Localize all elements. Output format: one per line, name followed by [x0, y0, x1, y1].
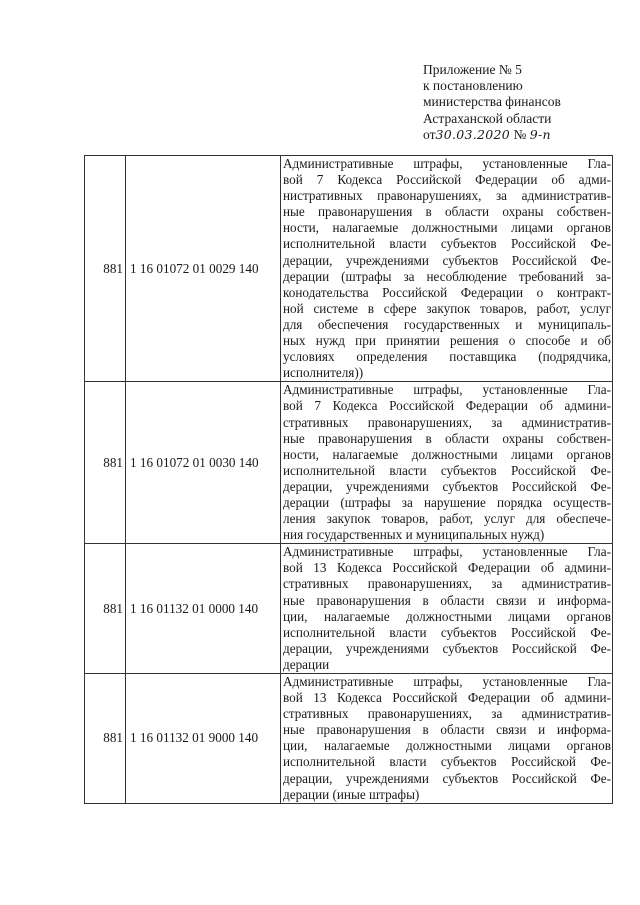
description-line: ные правонарушения в области охраны собствен- — [283, 430, 611, 446]
description-line: стративных правонарушениях, за административ- — [283, 706, 611, 722]
table-row — [85, 674, 613, 804]
description-line: конодательства Российской Федерации о контракт- — [283, 284, 611, 300]
number-sign: № — [513, 126, 527, 142]
appendix-line-region: Астраханской области — [423, 110, 552, 126]
description-line: стративных правонарушениях, за административ- — [283, 414, 611, 430]
description-line: исполнительной власти субъектов Российской Фе- — [283, 754, 611, 770]
table-row — [85, 156, 613, 382]
description-line: ления закупок товаров, работ, услуг для обеспече- — [283, 511, 611, 527]
description-line: дерации, учреждениями субъектов Российской Фе- — [283, 770, 611, 786]
admin-code-cell: 881 — [85, 674, 126, 804]
description-line: ные правонарушения в области связи и информа- — [283, 722, 611, 738]
revenue-code-cell: 1 16 01132 01 0000 140 — [126, 544, 281, 674]
description-line: дерации — [283, 656, 330, 672]
description-line: нистративных правонарушениях, за административ- — [283, 188, 611, 204]
date-value: 30.03.2020 — [435, 126, 511, 142]
appendix-title: Приложение № 5 — [423, 62, 522, 77]
appendix-date-line — [423, 127, 628, 143]
description-line: Административные штрафы, установленные Гла- — [283, 156, 611, 171]
description-cell — [281, 156, 613, 382]
table-body — [85, 156, 613, 804]
description-line: исполнительной власти субъектов Российской Фе- — [283, 624, 611, 640]
revenue-code-cell: 1 16 01132 01 9000 140 — [126, 674, 281, 804]
description-line: дерации, учреждениями субъектов Российской Фе- — [283, 640, 611, 656]
revenue-code-cell: 1 16 01072 01 0030 140 — [126, 382, 281, 544]
description-line: условиях определения поставщика (подрядчика, — [283, 349, 611, 365]
description-line: ции, налагаемые должностными лицами органов — [283, 738, 611, 754]
description-line: ные правонарушения в области связи и информа- — [283, 592, 611, 608]
revenue-code-cell: 1 16 01072 01 0029 140 — [126, 156, 281, 382]
description-line: Административные штрафы, установленные Гла- — [283, 674, 611, 689]
description-line: ности, налагаемые должностными лицами органов — [283, 446, 611, 462]
description-line: вой 13 Кодекса Российской Федерации об админи- — [283, 690, 611, 706]
description-line: дерации, учреждениями субъектов Российской Фе- — [283, 478, 611, 494]
description-line: дерации (иные штрафы) — [283, 786, 420, 802]
description-line: дерации (штрафы за нарушение порядка осуществ- — [283, 494, 611, 510]
description-line: исполнительной власти субъектов Российской Фе- — [283, 462, 611, 478]
description-cell — [281, 544, 613, 674]
description-line: ния государственных и муниципальных нужд) — [283, 527, 545, 543]
table-row — [85, 544, 613, 674]
appendix-header — [423, 62, 628, 143]
description-line: Административные штрафы, установленные Гла- — [283, 544, 611, 560]
appendix-line-resolution: к постановлению — [423, 78, 523, 94]
description-line: для обеспечения государственных и муниципаль- — [283, 316, 611, 332]
date-prefix: от — [423, 126, 436, 142]
description-line: ные правонарушения в области охраны собствен- — [283, 204, 611, 220]
description-line: дерации (штрафы за несоблюдение требований за- — [283, 268, 611, 284]
admin-code-cell: 881 — [85, 544, 126, 674]
description-cell — [281, 382, 613, 544]
revenue-codes-table — [84, 155, 613, 804]
description-line: исполнительной власти субъектов Российской Фе- — [283, 236, 611, 252]
description-line: вой 7 Кодекса Российской Федерации об адми- — [283, 172, 611, 188]
description-cell — [281, 674, 613, 804]
description-line: ных нужд при принятии решения о способе и об — [283, 333, 611, 349]
description-line: вой 7 Кодекса Российской Федерации об админи- — [283, 398, 611, 414]
admin-code-cell: 881 — [85, 156, 126, 382]
admin-code-cell: 881 — [85, 382, 126, 544]
table-row — [85, 382, 613, 544]
description-line: стративных правонарушениях, за административ- — [283, 576, 611, 592]
description-line: ции, налагаемые должностными лицами органов — [283, 608, 611, 624]
number-value: 9-п — [529, 126, 551, 142]
description-line: ности, налагаемые должностными лицами органов — [283, 220, 611, 236]
appendix-line-ministry: министерства финансов — [423, 94, 561, 110]
description-line: исполнителя)) — [283, 365, 364, 381]
description-line: дерации, учреждениями субъектов Российской Фе- — [283, 252, 611, 268]
description-line: ной системе в сфере закупок товаров, работ, услуг — [283, 300, 611, 316]
description-line: вой 13 Кодекса Российской Федерации об админи- — [283, 560, 611, 576]
description-line: Административные штрафы, установленные Гла- — [283, 382, 611, 398]
